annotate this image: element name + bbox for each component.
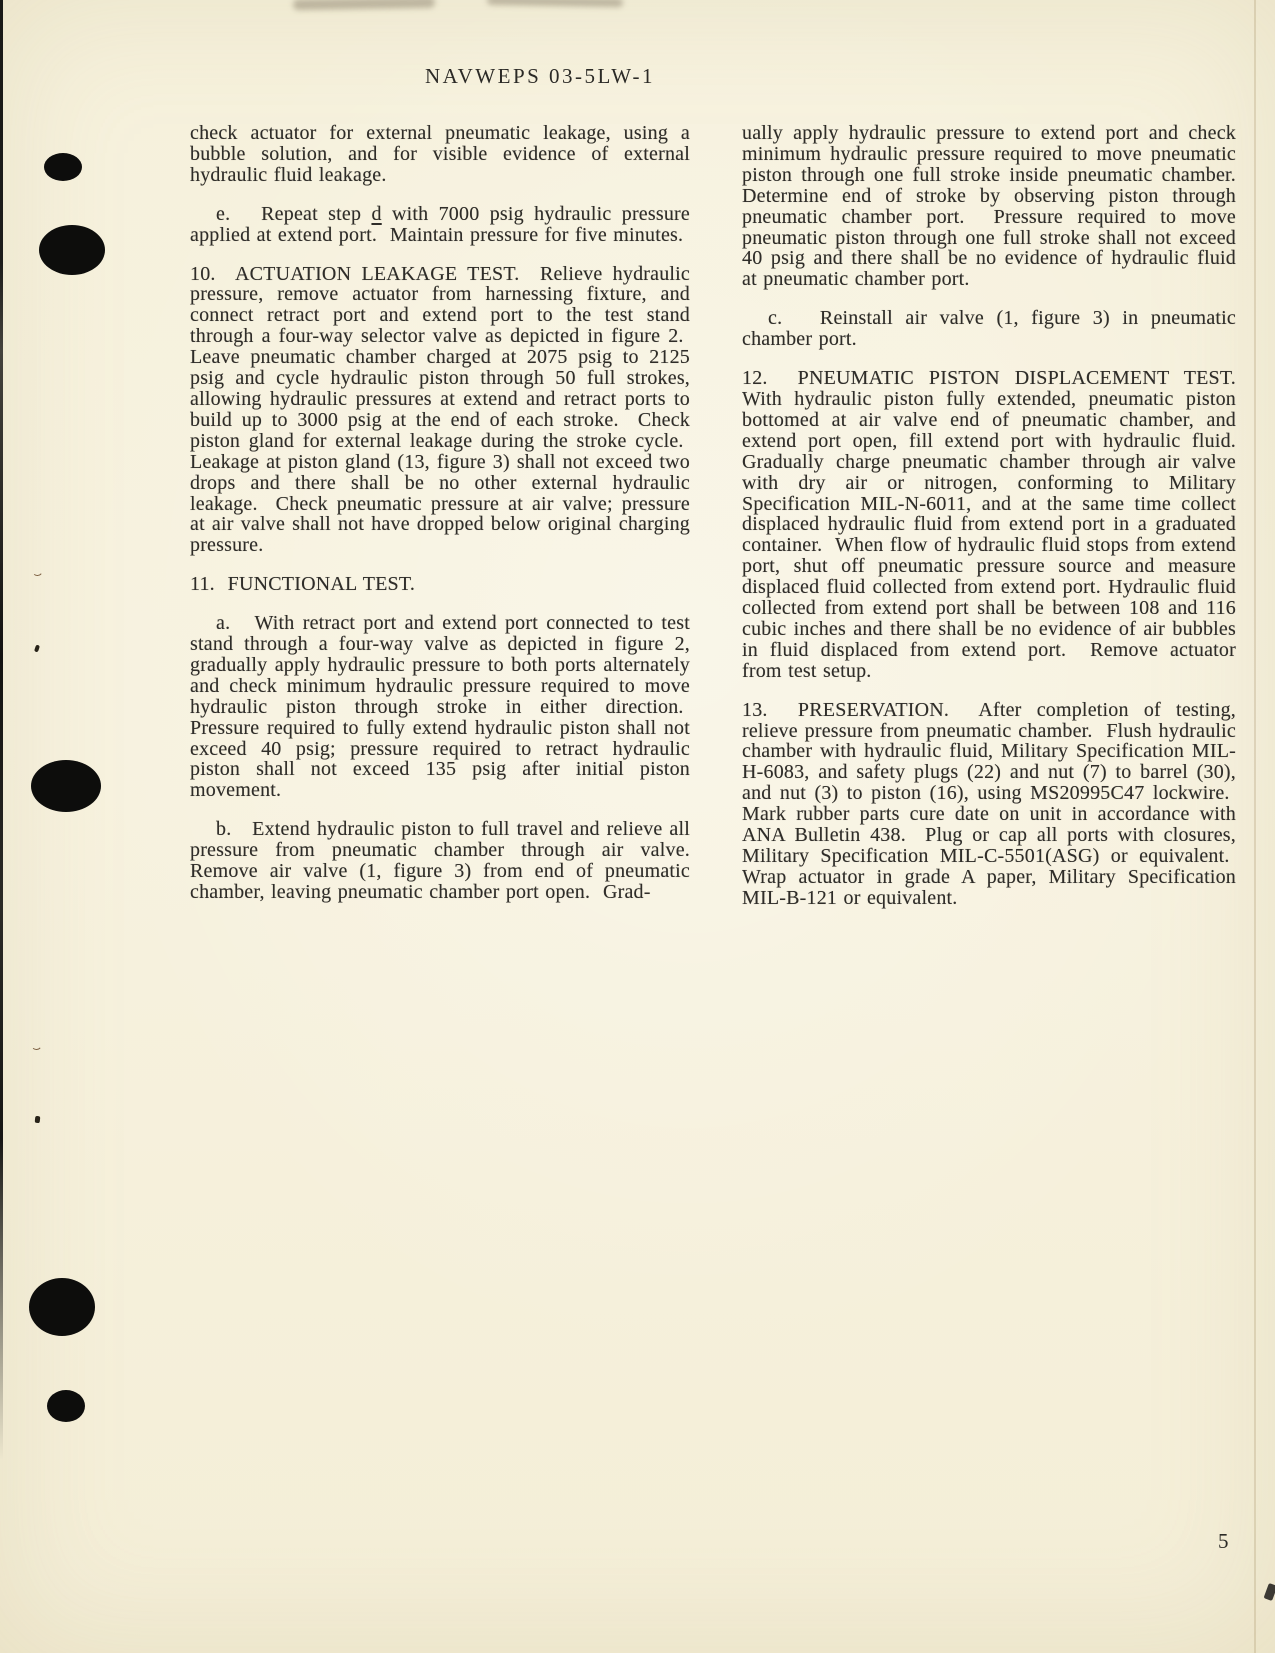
scan-smudge-top-left <box>293 0 435 10</box>
column-continuation-paragraph: ually apply hydraulic pressure to extend port and check minimum hydraulic pressure required to move pneumatic piston through one full stroke inside pneumatic chamber. Determine end of stroke by observing piston through pneumatic chamber port. Pressure required to move pneumatic piston through one full stroke shall not exceed 40 psig and there shall be no evidence of hydraulic fluid at pneumatic chamber port. <box>742 122 1236 291</box>
corner-scan-mark <box>1264 1583 1275 1601</box>
step-e-underlined-d: d <box>371 202 382 225</box>
pen-squiggle-mark-lower <box>31 1042 43 1051</box>
punch-hole-mark-1 <box>44 153 82 181</box>
step-e-text-after: with 7000 psig hydraulic pressure applied at extend port. Maintain pressure for five minutes. <box>190 202 690 246</box>
left-edge-scan-strip <box>0 0 3 1460</box>
paper-crease-line <box>1254 0 1256 1653</box>
pen-dot-mark-upper <box>34 645 40 653</box>
pen-squiggle-mark-upper <box>32 567 44 576</box>
step-b-paragraph: b. Extend hydraulic piston to full travel and relieve all pressure from pneumatic chamber through air valve. Remove air valve (1, figure 3) from end of pneumatic chamber, leaving pneumatic chamber port open. Grad- <box>190 818 690 903</box>
punch-hole-mark-5 <box>47 1390 85 1422</box>
step-a-paragraph: a. With retract port and extend port connected to test stand through a four-way valve as depicted in figure 2, gradually apply hydraulic pressure to both ports alternately and check minimum hydraulic pressure required to move hydraulic piston through stroke in either direction. Pressure required to fully extend hydraulic piston shall not exceed 40 psig; pressure required to retract hydraulic piston shall not exceed 135 psig after initial piston movement. <box>190 612 690 802</box>
continued-paragraph: check actuator for external pneumatic leakage, using a bubble solution, and for visible evidence of external hydraulic fluid leakage. <box>190 122 690 186</box>
step-e-text-before: e. Repeat step <box>216 202 372 225</box>
page-number: 5 <box>1218 1529 1229 1553</box>
pen-dot-mark-lower <box>35 1116 41 1123</box>
section-10-actuation-leakage-test: 10. ACTUATION LEAKAGE TEST. Relieve hydraulic pressure, remove actuator from harnessing fixture, and connect retract port and extend port to the test stand through a four-way selector valve as depicted in figure 2. Leave pneumatic chamber charged at 2075 psig to 2125 psig and cycle hydraulic piston through 50 full strokes, allowing hydraulic pressures at extend and retract ports to build up to 3000 psig at the end of each stroke. Check piston gland for external leakage during the stroke cycle. Leakage at piston gland (13, figure 3) shall not exceed two drops and there shall be no other external hydraulic leakage. Check pneumatic pressure at air valve; pressure at air valve shall not have dropped below original charging pressure. <box>190 262 690 557</box>
punch-hole-mark-3 <box>31 760 101 812</box>
right-column <box>742 123 1236 927</box>
punch-hole-mark-2 <box>39 225 105 275</box>
punch-hole-mark-4 <box>29 1278 95 1336</box>
section-13-preservation: 13. PRESERVATION. After completion of testing, relieve pressure from pneumatic chamber. Flush hydraulic chamber with hydraulic fluid, Military Specification MIL-H-6083, and safety plugs (22) and nut (7) to barrel (30), and nut (3) to piston (16), using MS20995C47 lockwire. Mark rubber parts cure date on unit in accordance with ANA Bulletin 438. Plug or cap all ports with closures, Military Specification MIL-C-5501(ASG) or equivalent. Wrap actuator in grade A paper, Military Specification MIL-B-121 or equivalent. <box>742 698 1236 909</box>
left-column <box>190 123 690 921</box>
scan-smudge-top-right <box>487 0 623 7</box>
page-header: NAVWEPS 03-5LW-1 <box>425 64 655 88</box>
step-c-paragraph: c. Reinstall air valve (1, figure 3) in pneumatic chamber port. <box>742 307 1236 351</box>
section-11-functional-test-heading: 11. FUNCTIONAL TEST. <box>190 573 416 596</box>
step-e-paragraph <box>190 204 690 246</box>
section-12-pneumatic-piston-displacement-test: 12. PNEUMATIC PISTON DISPLACEMENT TEST. With hydraulic piston fully extended, pneumatic piston bottomed at air valve end of pneumatic chamber, and extend port open, fill extend port with hydraulic fluid. Gradually charge pneumatic chamber through air valve with dry air or nitrogen, conforming to Military Specification MIL-N-6011, and at the same time collect displaced hydraulic fluid from extend port in a graduated container. When flow of hydraulic fluid stops from extend port, shut off pneumatic pressure source and measure displaced fluid collected from extend port. Hydraulic fluid collected from extend port shall be between 108 and 116 cubic inches and there shall be no evidence of air bubbles in fluid displaced from extend port. Remove actuator from test setup. <box>742 367 1236 682</box>
